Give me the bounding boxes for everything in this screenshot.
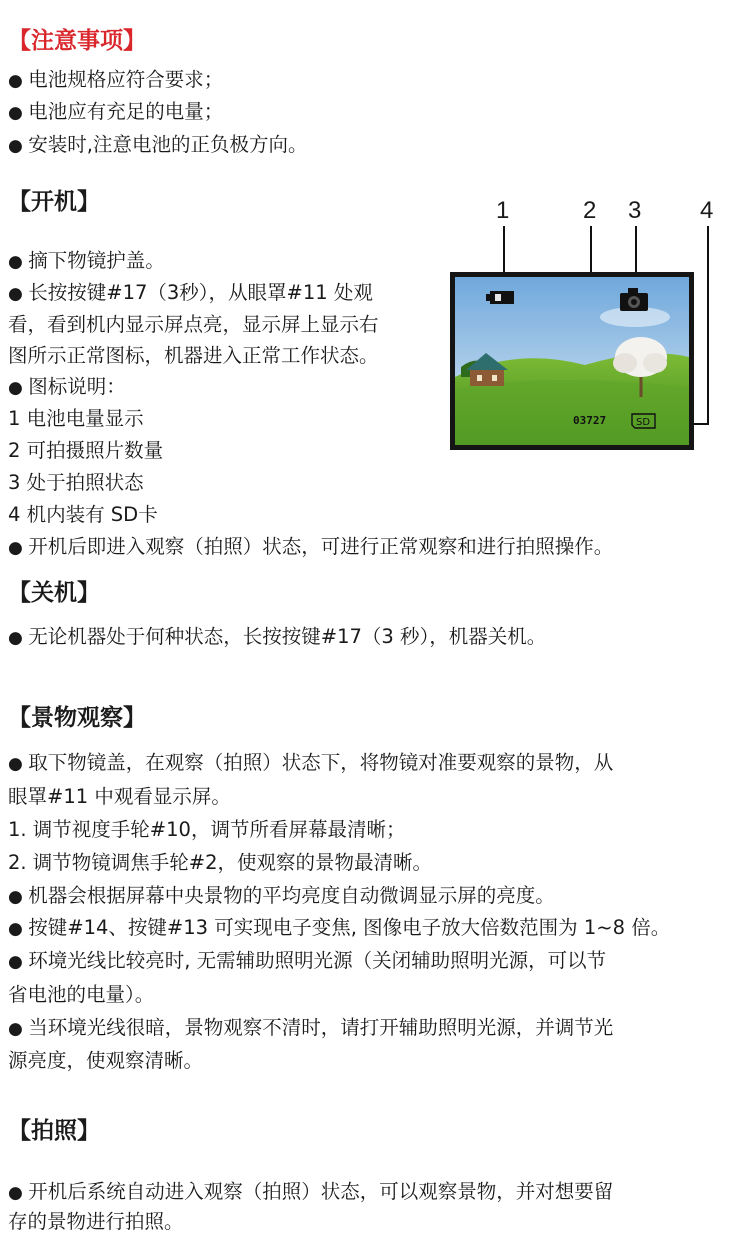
power-on-line: ● 开机后即进入观察（拍照）状态，可进行正常观察和进行拍照操作。	[8, 533, 613, 562]
icon-legend-heading: ● 图标说明：	[8, 373, 126, 402]
caution-item: ● 安装时,注意电池的正负极方向。	[8, 131, 307, 160]
power-on-line: ● 长按按键#17（3秒），从眼罩#11 处观	[8, 279, 373, 308]
power-off-line: ● 无论机器处于何种状态，长按按键#17（3 秒），机器关机。	[8, 623, 546, 652]
battery-icon	[490, 291, 514, 304]
power-off-heading: 【关机】	[8, 580, 100, 606]
photo-heading: 【拍照】	[8, 1118, 100, 1144]
viewfinder-screen	[450, 272, 694, 450]
observe-line: ● 环境光线比较亮时, 无需辅助照明光源（关闭辅助照明光源，可以节	[8, 947, 606, 976]
observe-line: 1. 调节视度手轮#10，调节所看屏幕最清晰；	[8, 818, 406, 841]
display-diagram	[448, 198, 744, 452]
power-on-line: ● 摘下物镜护盖。	[8, 247, 165, 276]
power-on-heading: 【开机】	[8, 189, 100, 215]
observe-line: 眼罩#11 中观看显示屏。	[8, 785, 231, 808]
caution-item: ● 电池应有充足的电量；	[8, 98, 223, 127]
observe-line: 2. 调节物镜调焦手轮#2，使观察的景物最清晰。	[8, 851, 433, 874]
caution-heading: 【注意事项】	[8, 28, 146, 54]
photo-line: ● 开机后系统自动进入观察（拍照）状态，可以观察景物，并对想要留	[8, 1178, 613, 1207]
icon-legend-item: 3 处于拍照状态	[8, 471, 144, 494]
callout-3: 3	[628, 197, 642, 224]
callout-2: 2	[583, 197, 597, 224]
power-on-line: 图所示正常图标，机器进入正常工作状态。	[8, 344, 379, 367]
photo-line: 存的景物进行拍照。	[8, 1210, 184, 1233]
icon-legend-item: 2 可拍摄照片数量	[8, 439, 164, 462]
observe-line: ● 取下物镜盖，在观察（拍照）状态下，将物镜对准要观察的景物，从	[8, 749, 613, 778]
power-on-line: 看，看到机内显示屏点亮，显示屏上显示右	[8, 313, 379, 336]
observe-line: ● 机器会根据屏幕中央景物的平均亮度自动微调显示屏的亮度。	[8, 882, 555, 911]
sd-card-label: SD	[636, 417, 651, 428]
callout-4: 4	[700, 197, 714, 224]
icon-legend-item: 4 机内装有 SD卡	[8, 503, 158, 526]
callout-line-4	[707, 226, 709, 425]
observe-line: 源亮度，使观察清晰。	[8, 1049, 204, 1072]
observe-heading: 【景物观察】	[8, 705, 146, 731]
callout-1: 1	[496, 197, 510, 224]
photo-count: 03727	[573, 414, 607, 427]
landscape-image	[455, 277, 689, 445]
observe-line: ● 当环境光线很暗，景物观察不清时，请打开辅助照明光源，并调节光	[8, 1014, 613, 1043]
observe-line: 省电池的电量）。	[8, 983, 155, 1006]
caution-item: ● 电池规格应符合要求；	[8, 66, 223, 95]
icon-legend-item: 1 电池电量显示	[8, 407, 144, 430]
observe-line: ● 按键#14、按键#13 可实现电子变焦, 图像电子放大倍数范围为 1~8 倍。	[8, 914, 670, 943]
